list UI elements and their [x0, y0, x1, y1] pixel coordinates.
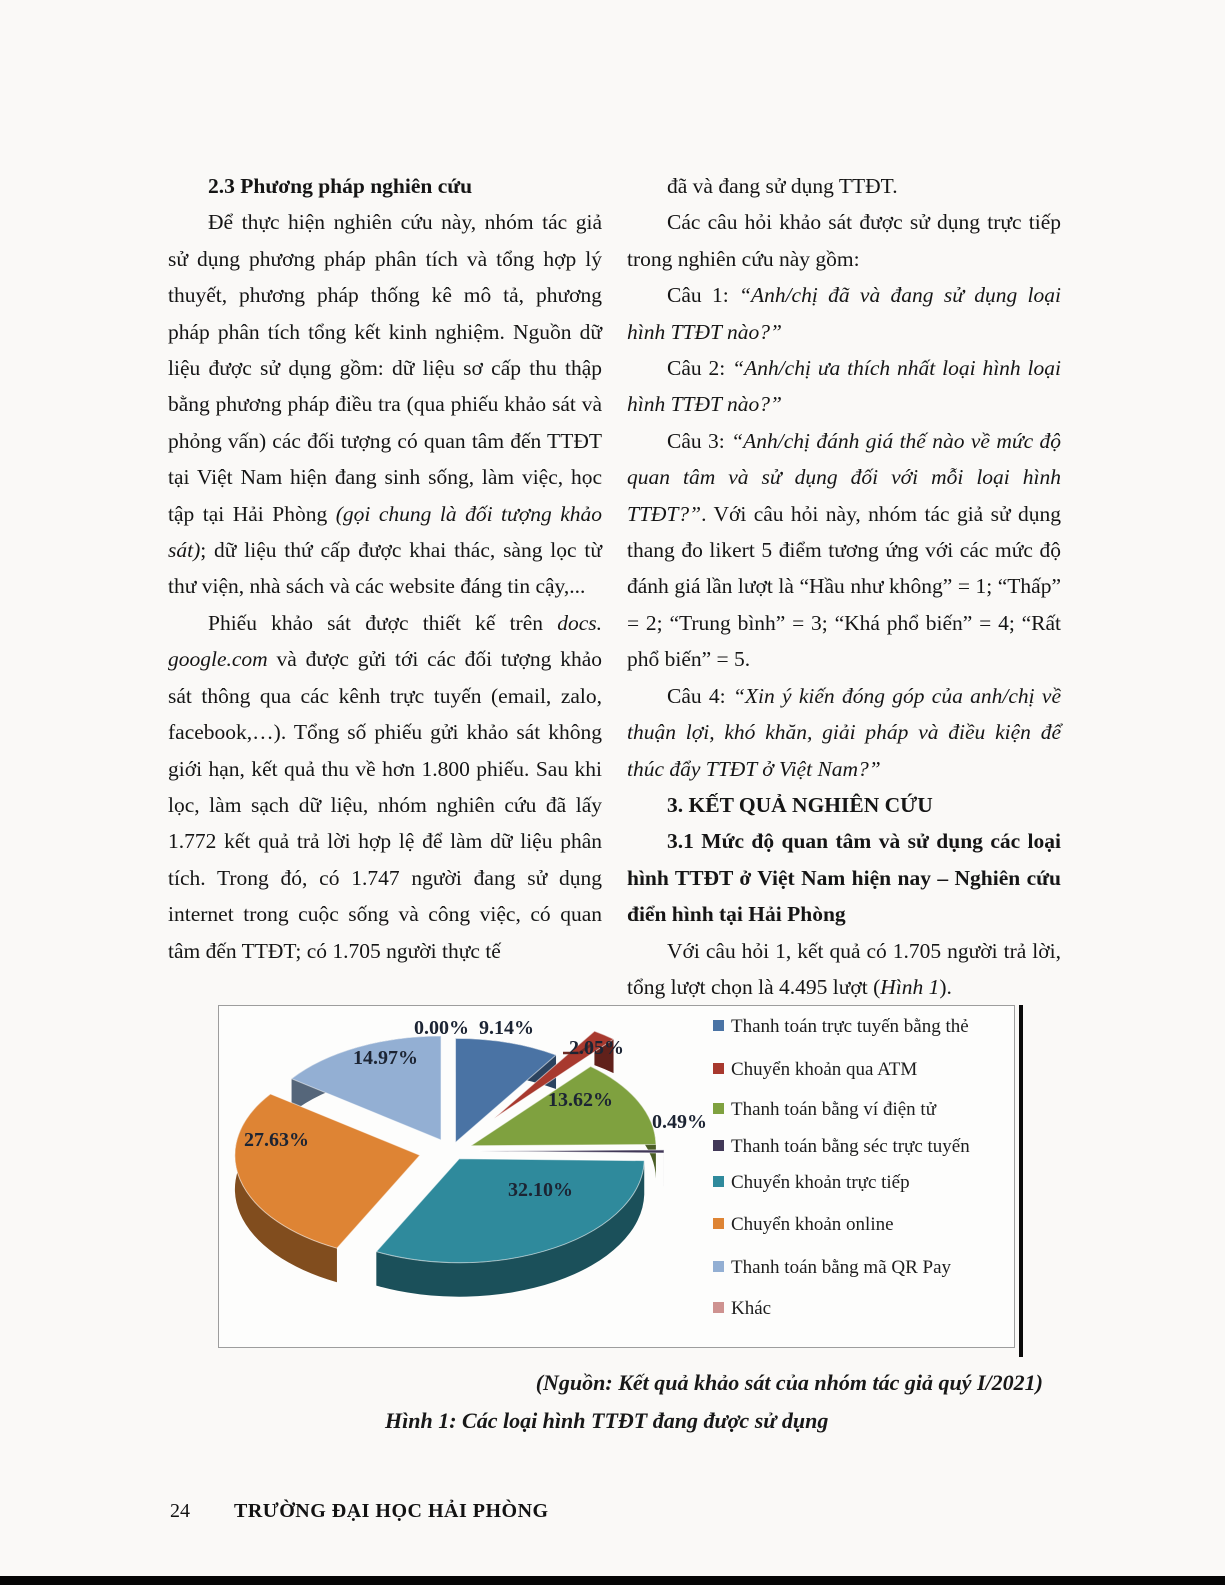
pie-percent-label: 0.49% — [652, 1111, 707, 1133]
legend-label: Thanh toán trực tuyến bằng thẻ — [731, 1016, 969, 1037]
legend-marker-icon — [713, 1103, 724, 1114]
legend-item — [713, 1099, 936, 1121]
figure-1-pie-chart — [218, 1005, 1015, 1348]
figure-caption: Hình 1: Các loại hình TTĐT đang được sử dụng — [385, 1408, 829, 1433]
pie-percent-label: 32.10% — [508, 1179, 573, 1201]
legend-label: Chuyển khoản online — [731, 1214, 894, 1235]
journal-name: TRƯỜNG ĐẠI HỌC HẢI PHÒNG — [234, 1500, 549, 1522]
legend-label: Thanh toán bằng séc trực tuyến — [731, 1136, 970, 1157]
legend-marker-icon — [713, 1302, 724, 1313]
pie-percent-label: 2.05% — [569, 1037, 624, 1059]
legend-item — [713, 1214, 894, 1236]
legend-item — [713, 1257, 951, 1279]
legend-label: Khác — [731, 1298, 772, 1319]
legend-label: Chuyển khoản trực tiếp — [731, 1172, 910, 1193]
page-number: 24 — [170, 1500, 190, 1522]
left-text-column: 2.3 Phương pháp nghiên cứu Để thực hiện nghiên cứu này, nhóm tác giả sử dụng phương pháp phân tích và tổng hợp lý thuyết, phương pháp thống kê mô tả, phương pháp phân tích tổng kết kinh nghiệm. Nguồn dữ liệu được sử dụng gồm: dữ liệu sơ cấp thu thập bằng phương pháp điều tra (qua phiếu khảo sát và phỏng vấn) các đối tượng có quan tâm đến TTĐT tại Việt Nam hiện đang sinh sống, làm việc, học tập tại Hải Phòng (gọi chung là đối tượng khảo sát); dữ liệu thứ cấp được khai thác, sàng lọc từ thư viện, nhà sách và các website đáng tin cậy,... Phiếu khảo sát được thiết kế trên docs. google.com và được gửi tới các đối tượng khảo sát thông qua các kênh trực tuyến (email, zalo, facebook,…). Tổng số phiếu gửi khảo sát không giới hạn, kết quả thu về hơn 1.800 phiếu. Sau khi lọc, làm sạch dữ liệu, nhóm nghiên cứu đã lấy 1.772 kết quả trả lời hợp lệ để làm dữ liệu phân tích. Trong đó, có 1.747 người đang sử dụng internet trong cuộc sống và công việc, có quan tâm đến TTĐT; có 1.705 người thực tế — [168, 174, 602, 963]
figure-source-caption: (Nguồn: Kết quả khảo sát của nhóm tác giả quý I/2021) — [535, 1370, 1043, 1395]
legend-marker-icon — [713, 1063, 724, 1074]
legend-label: Thanh toán bằng ví điện tử — [731, 1099, 937, 1120]
pie-percent-label: 0.00% — [414, 1017, 469, 1039]
legend-label: Chuyển khoản qua ATM — [731, 1059, 918, 1080]
pie-percent-label: 9.14% — [479, 1017, 534, 1039]
legend-marker-icon — [713, 1176, 724, 1187]
pie-percent-label: 13.62% — [548, 1089, 613, 1111]
legend-item — [713, 1136, 970, 1158]
pie-slice-top — [479, 1150, 664, 1153]
legend-marker-icon — [713, 1020, 724, 1031]
pie-percent-label: 27.63% — [244, 1129, 309, 1151]
legend-item — [713, 1298, 771, 1320]
scan-artifact-line — [1019, 1005, 1023, 1357]
legend-item — [713, 1059, 917, 1081]
legend-label: Thanh toán bằng mã QR Pay — [731, 1257, 952, 1278]
legend-marker-icon — [713, 1218, 724, 1229]
legend-marker-icon — [713, 1140, 724, 1151]
page-footer — [170, 1500, 549, 1523]
legend-item — [713, 1172, 910, 1194]
legend-marker-icon — [713, 1261, 724, 1272]
pie-percent-label: 14.97% — [353, 1047, 418, 1069]
right-text-column: đã và đang sử dụng TTĐT. Các câu hỏi khảo sát được sử dụng trực tiếp trong nghiên cứu này gồm: Câu 1: “Anh/chị đã và đang sử dụng loại hình TTĐT nào?” Câu 2: “Anh/chị ưa thích nhất loại hình loại hình TTĐT nào?” Câu 3: “Anh/chị đánh giá thế nào về mức độ quan tâm và sử dụng đối với mỗi loại hình TTĐT?”. Với câu hỏi này, nhóm tác giả sử dụng thang đo likert 5 điểm tương ứng với các mức độ đánh giá lần lượt là “Hầu như không” = 1; “Thấp” = 2; “Trung bình” = 3; “Khá phổ biến” = 4; “Rất phổ biến” = 5. Câu 4: “Xin ý kiến đóng góp của anh/chị về thuận lợi, khó khăn, giải pháp và điều kiện để thúc đẩy TTĐT ở Việt Nam?” 3. KẾT QUẢ NGHIÊN CỨU 3.1 Mức độ quan tâm và sử dụng các loại hình TTĐT ở Việt Nam hiện nay – Nghiên cứu điển hình tại Hải Phòng Với câu hỏi 1, kết quả có 1.705 người trả lời, tổng lượt chọn là 4.495 lượt (Hình 1). — [627, 174, 1061, 999]
bottom-black-bar — [0, 1576, 1225, 1585]
legend-item — [713, 1016, 969, 1038]
